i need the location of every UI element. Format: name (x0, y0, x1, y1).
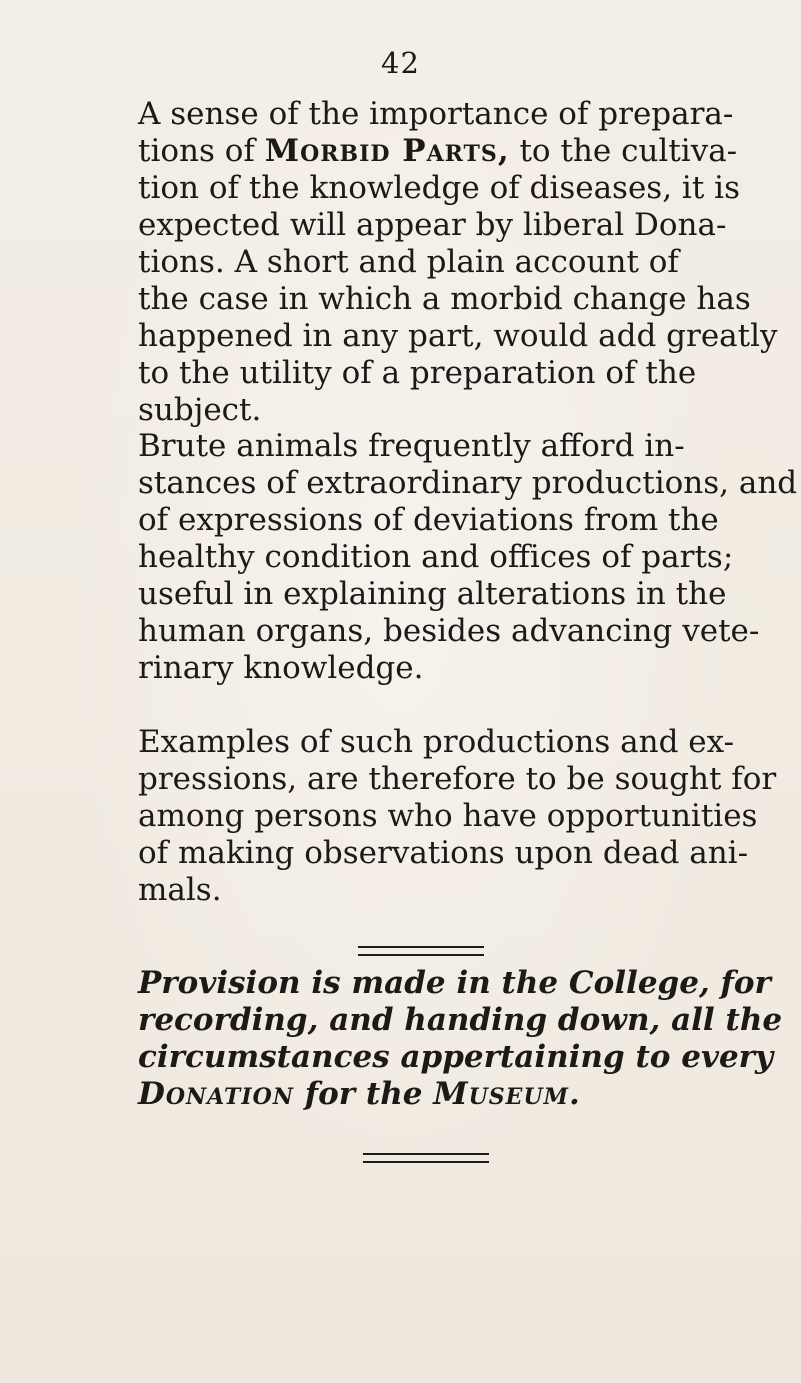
paragraph-2-line-2: stances of extraordinary productions, and (138, 465, 798, 501)
paragraph-1-line-4: expected will appear by liberal Dona- (138, 207, 727, 243)
paragraph-2-line-3: of expressions of deviations from the (138, 502, 719, 538)
paragraph-1-line-2-suffix: to the cultiva- (509, 133, 738, 169)
paragraph-2-line-4: healthy condition and offices of parts; (138, 539, 734, 575)
paragraph-1-line-2-prefix: tions of (138, 133, 265, 169)
section-divider-top (358, 946, 484, 956)
paragraph-1-line-3: tion of the knowledge of diseases, it is (138, 170, 740, 206)
paragraph-2-line-1: Brute animals frequently afford in- (138, 428, 685, 464)
paragraph-3 (108, 724, 777, 909)
paragraph-2-line-5: useful in explaining alterations in the (138, 576, 727, 612)
paragraph-1 (108, 96, 778, 429)
paragraph-1-line-1: A sense of the importance of prepara- (138, 96, 734, 132)
paragraph-3-line-5: mals. (138, 872, 222, 908)
notice-line-4 (108, 1076, 740, 1113)
paragraph-2-line-6: human organs, besides advancing vete- (138, 613, 760, 649)
museum-emphasis: Museum. (433, 1076, 581, 1112)
notice-line-2: recording, and handing down, all the (138, 1002, 783, 1038)
paragraph-3-line-4: of making observations upon dead ani- (138, 835, 749, 871)
paragraph-3-line-2: pressions, are therefore to be sought for (138, 761, 777, 797)
section-divider-bottom (363, 1153, 489, 1163)
donation-emphasis: Donation (138, 1076, 294, 1112)
notice-line-1: Provision is made in the College, for (138, 965, 771, 1001)
paragraph-3-line-1: Examples of such productions and ex- (138, 724, 735, 760)
paragraph-1-line-2 (108, 133, 740, 170)
morbid-parts-emphasis: Morbid Parts, (264, 133, 510, 169)
notice-line-4-middle: for the (293, 1076, 434, 1112)
paragraph-2-line-7: rinary knowledge. (138, 650, 424, 686)
paragraph-1-line-6: the case in which a morbid change has (138, 281, 751, 317)
page-number: 42 (381, 46, 420, 80)
notice-line-3: circumstances appertaining to every (138, 1039, 774, 1075)
paragraph-2 (108, 428, 798, 687)
paragraph-1-line-5: tions. A short and plain account of (138, 244, 679, 280)
paragraph-3-line-3: among persons who have opportunities (138, 798, 758, 834)
paragraph-1-line-8: to the utility of a preparation of the (138, 355, 697, 391)
paragraph-1-line-7: happened in any part, would add greatly (138, 318, 778, 354)
paragraph-1-line-9: subject. (138, 392, 262, 428)
museum-donation-notice (108, 965, 783, 1113)
